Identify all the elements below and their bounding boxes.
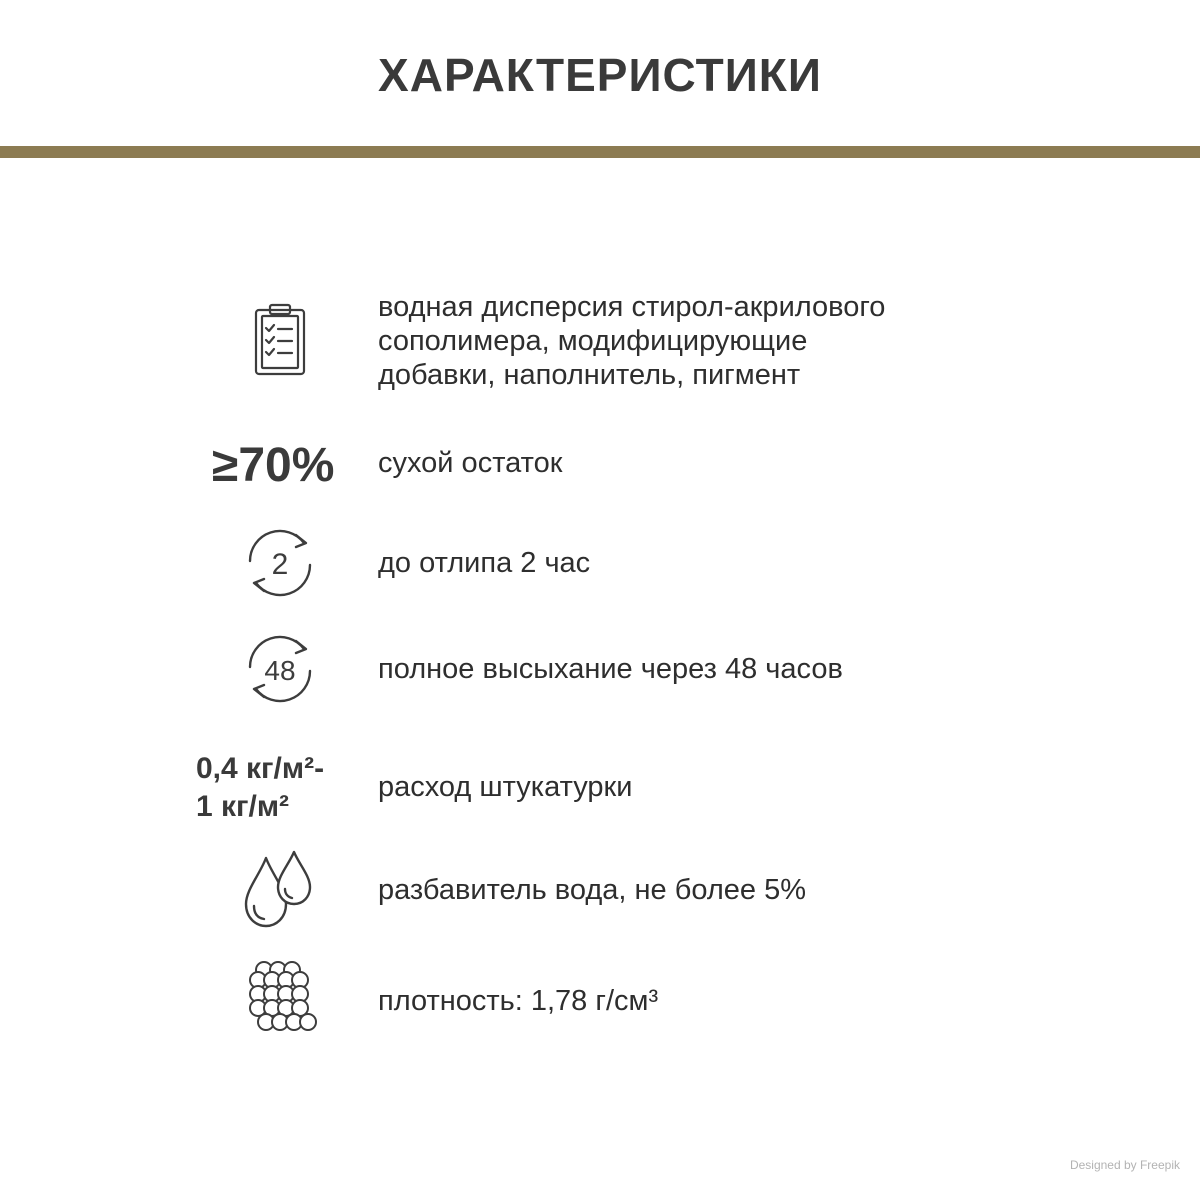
cycle-arrows-icon: [190, 628, 370, 710]
clipboard-checklist-icon: [190, 300, 370, 380]
spec-description-line: сополимера, модифицирующие: [378, 325, 808, 357]
spec-description-line: добавки, наполнитель, пигмент: [378, 359, 801, 391]
consumption-value: [196, 750, 324, 826]
cycle-icon-number: 48: [264, 655, 296, 686]
accent-divider: [0, 146, 1200, 158]
spec-description: расход штукатурки: [378, 771, 633, 803]
spec-description: разбавитель вода, не более 5%: [378, 874, 806, 906]
spec-description: сухой остаток: [378, 447, 563, 479]
page-title: ХАРАКТЕРИСТИКИ: [378, 49, 822, 101]
spec-description: полное высыхание через 48 часов: [378, 653, 843, 685]
spheres-cluster-icon: [190, 956, 370, 1040]
consumption-value-line: 0,4 кг/м²-: [196, 752, 325, 785]
spec-description-line: водная дисперсия стирол-акрилового: [378, 291, 886, 323]
cycle-icon-number: 2: [271, 548, 289, 581]
spec-description: плотность: 1,78 г/см³: [378, 985, 659, 1017]
consumption-value-line: 1 кг/м²: [196, 790, 290, 823]
water-drops-icon: [190, 848, 370, 932]
cycle-arrows-icon: [190, 522, 370, 604]
attribution-credit: Designed by Freepik: [1069, 1158, 1180, 1172]
spec-description: до отлипа 2 час: [378, 547, 591, 579]
dry-residue-value: ≥70%: [212, 439, 335, 492]
